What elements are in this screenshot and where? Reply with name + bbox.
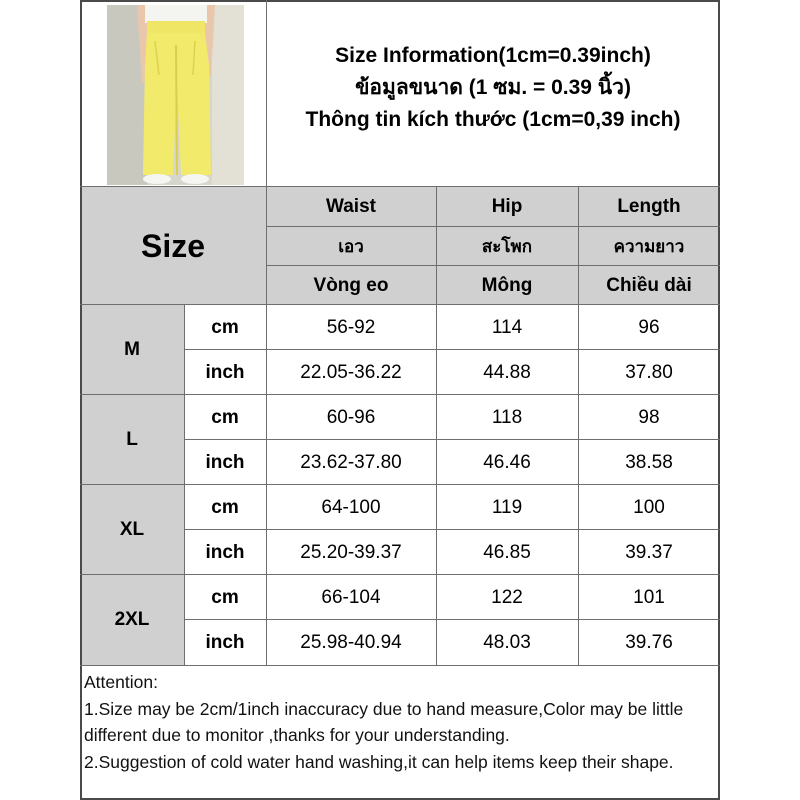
unit-inch: inch [205, 361, 245, 383]
attention-line-1: 1.Size may be 2cm/1inch inaccuracy due to hand measure,Color may be little different due to monitor ,thanks for your understanding. [84, 698, 684, 745]
col-hip-th: สะโพก [436, 227, 578, 266]
unit-inch: inch [205, 631, 245, 653]
size-header: Size [80, 187, 266, 305]
attention-heading: Attention: [84, 672, 158, 692]
2xl-hip-cm: 122 [491, 586, 523, 608]
xl-length-cm: 100 [633, 496, 665, 518]
title-line-en: Size Information(1cm=0.39inch) [335, 44, 651, 67]
divider-header-bottom [80, 304, 720, 305]
yellow-pants-illustration [107, 5, 244, 185]
unit-cm: cm [211, 496, 239, 518]
l-length-inch: 38.58 [625, 451, 673, 473]
col-hip-vi: Mông [436, 266, 578, 305]
unit-cm: cm [211, 316, 239, 338]
title-line-vi: Thông tin kích thước (1cm=0,39 inch) [305, 108, 681, 131]
title-line-th: ข้อมูลขนาด (1 ซม. = 0.39 นิ้ว) [355, 76, 631, 99]
col-waist-vi: Vòng eo [266, 266, 436, 305]
divider-row [184, 439, 720, 440]
col-length-th: ความยาว [578, 227, 720, 266]
2xl-length-cm: 101 [633, 586, 665, 608]
divider-header-2 [266, 265, 720, 266]
xl-hip-cm: 119 [491, 496, 523, 518]
col-hip-en: Hip [436, 187, 578, 227]
m-length-cm: 96 [638, 316, 660, 338]
unit-inch: inch [205, 541, 245, 563]
size-label-2xl: 2XL [80, 575, 184, 665]
m-hip-cm: 114 [491, 316, 523, 338]
attention-notes [84, 669, 716, 775]
col-waist-th: เอว [266, 227, 436, 266]
xl-waist-cm: 64-100 [321, 496, 381, 518]
unit-cm: cm [211, 406, 239, 428]
m-waist-cm: 56-92 [326, 316, 376, 338]
divider-row [184, 349, 720, 350]
divider-header-top [80, 186, 720, 187]
divider-row [80, 484, 720, 485]
divider-row [184, 619, 720, 620]
divider-row [80, 574, 720, 575]
size-label-xl: XL [80, 485, 184, 575]
divider-row [80, 394, 720, 395]
size-label-l: L [80, 395, 184, 485]
divider-col [184, 305, 185, 665]
divider-col [578, 187, 579, 665]
xl-length-inch: 39.37 [625, 541, 673, 563]
col-length-vi: Chiều dài [578, 266, 720, 305]
size-label-m: M [80, 305, 184, 395]
size-info-title [266, 40, 720, 136]
m-hip-inch: 44.88 [483, 361, 531, 383]
l-waist-cm: 60-96 [326, 406, 376, 428]
2xl-waist-cm: 66-104 [321, 586, 381, 608]
m-waist-inch: 22.05-36.22 [300, 361, 402, 383]
border-top [80, 0, 720, 2]
border-left [80, 0, 82, 800]
col-waist-en: Waist [266, 187, 436, 227]
col-length-en: Length [578, 187, 720, 227]
l-length-cm: 98 [638, 406, 660, 428]
divider-header-1 [266, 226, 720, 227]
unit-inch: inch [205, 451, 245, 473]
2xl-hip-inch: 48.03 [483, 631, 531, 653]
m-length-inch: 37.80 [625, 361, 673, 383]
divider-row [184, 529, 720, 530]
2xl-length-inch: 39.76 [625, 631, 673, 653]
border-right [718, 0, 720, 800]
l-waist-inch: 23.62-37.80 [300, 451, 402, 473]
divider-col [266, 187, 267, 665]
2xl-waist-inch: 25.98-40.94 [300, 631, 402, 653]
divider-col [436, 187, 437, 665]
attention-line-2: 2.Suggestion of cold water hand washing,it can help items keep their shape. [84, 751, 674, 772]
product-photo [107, 5, 244, 185]
xl-hip-inch: 46.85 [483, 541, 531, 563]
l-hip-cm: 118 [491, 406, 523, 428]
divider-photo [266, 0, 267, 187]
xl-waist-inch: 25.20-39.37 [300, 541, 402, 563]
unit-cm: cm [211, 586, 239, 608]
l-hip-inch: 46.46 [483, 451, 531, 473]
size-chart [80, 0, 720, 800]
divider-table-bottom [80, 665, 720, 666]
